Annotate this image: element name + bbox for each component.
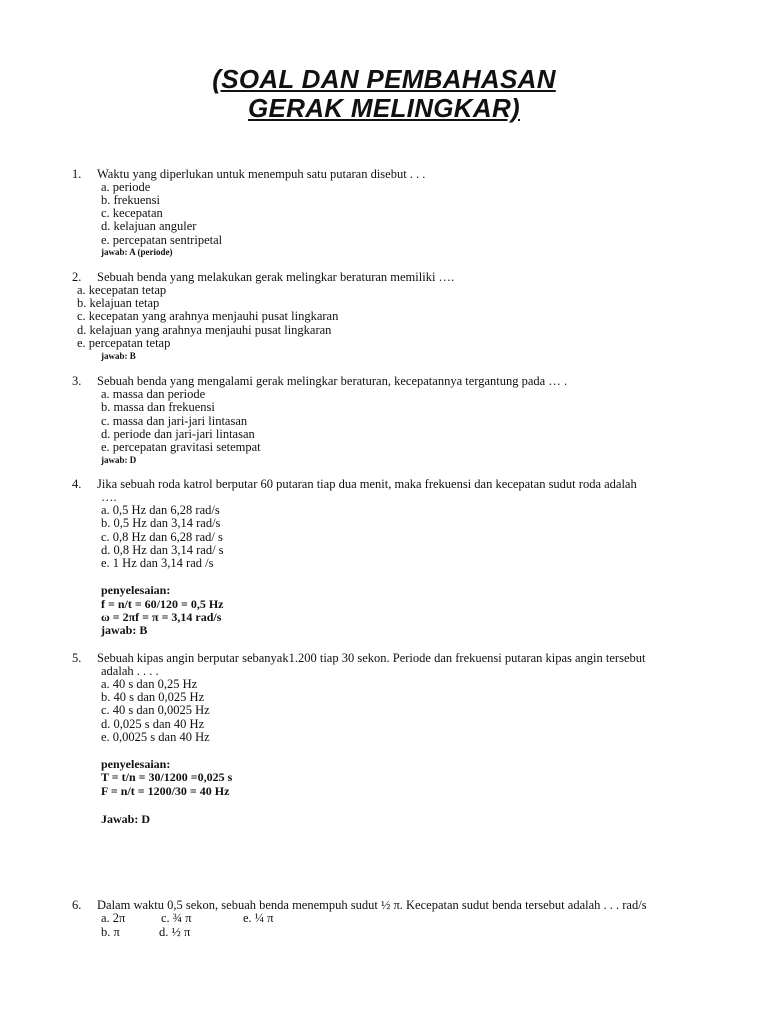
question-number: 5.	[72, 651, 82, 665]
answer: jawab: B	[101, 351, 136, 361]
question-text: Sebuah kipas angin berputar sebanyak1.200 tiap 30 sekon. Periode dan frekuensi putaran kipas angin tersebut	[97, 651, 646, 665]
question-number: 6.	[72, 898, 82, 912]
option: d. 0,8 Hz dan 3,14 rad/ s	[101, 543, 224, 557]
option: c. kecepatan yang arahnya menjauhi pusat lingkaran	[77, 309, 339, 323]
question-text: Sebuah benda yang melakukan gerak melingkar beraturan memiliki ….	[97, 270, 455, 284]
option: c. 0,8 Hz dan 6,28 rad/ s	[101, 530, 223, 544]
question-text: adalah . . . .	[101, 664, 159, 678]
solution-line: T = t/n = 30/1200 =0,025 s	[101, 770, 233, 784]
option: d. ½ π	[159, 925, 191, 939]
page-title-line-1: (SOAL DAN PEMBAHASAN	[212, 64, 556, 94]
solution-label: penyelesaian:	[101, 583, 171, 597]
solution-line: f = n/t = 60/120 = 0,5 Hz	[101, 597, 224, 611]
answer: Jawab: D	[101, 812, 151, 826]
question-text: Waktu yang diperlukan untuk menempuh satu putaran disebut . . .	[97, 167, 426, 181]
option: e. 1 Hz dan 3,14 rad /s	[101, 556, 214, 570]
option: c. kecepatan	[101, 206, 163, 220]
question-text: Jika sebuah roda katrol berputar 60 putaran tiap dua menit, maka frekuensi dan kecepatan sudut roda adalah	[97, 477, 637, 491]
solution-label: penyelesaian:	[101, 757, 171, 771]
option: b. 0,5 Hz dan 3,14 rad/s	[101, 516, 221, 530]
page-title-line-2: GERAK MELINGKAR)	[247, 93, 520, 123]
option: a. 40 s dan 0,25 Hz	[101, 677, 198, 691]
answer: jawab: D	[101, 455, 137, 465]
option: e. 0,0025 s dan 40 Hz	[101, 730, 210, 744]
option: a. periode	[101, 180, 151, 194]
option: d. periode dan jari-jari lintasan	[101, 427, 255, 441]
answer: jawab: B	[101, 623, 148, 637]
option: e. percepatan tetap	[77, 336, 171, 350]
option: c. 40 s dan 0,0025 Hz	[101, 703, 210, 717]
option: b. π	[101, 925, 120, 939]
question-text: Sebuah benda yang mengalami gerak melingkar beraturan, kecepatannya tergantung pada … .	[97, 374, 568, 388]
question-number: 2.	[72, 270, 82, 284]
option: d. kelajuan yang arahnya menjauhi pusat lingkaran	[77, 323, 332, 337]
question-text: ….	[101, 490, 117, 504]
option: b. kelajuan tetap	[77, 296, 160, 310]
option: a. kecepatan tetap	[77, 283, 167, 297]
question-number: 3.	[72, 374, 82, 388]
solution-line: F = n/t = 1200/30 = 40 Hz	[101, 784, 230, 798]
option: d. kelajuan anguler	[101, 219, 197, 233]
option: e. percepatan sentripetal	[101, 233, 223, 247]
option: e. ¼ π	[243, 911, 274, 925]
option: c. massa dan jari-jari lintasan	[101, 414, 248, 428]
answer: jawab: A (periode)	[101, 247, 173, 257]
option: d. 0,025 s dan 40 Hz	[101, 717, 205, 731]
option: a. massa dan periode	[101, 387, 206, 401]
question-text: Dalam waktu 0,5 sekon, sebuah benda menempuh sudut ½ π. Kecepatan sudut benda tersebut adalah . . . rad/s	[97, 898, 647, 912]
question-number: 1.	[72, 167, 82, 181]
option: c. ¾ π	[161, 911, 192, 925]
option: b. frekuensi	[101, 193, 161, 207]
option: e. percepatan gravitasi setempat	[101, 440, 261, 454]
solution-line: ω = 2πf = π = 3,14 rad/s	[101, 610, 222, 624]
question-number: 4.	[72, 477, 82, 491]
option: b. massa dan frekuensi	[101, 400, 215, 414]
option: b. 40 s dan 0,025 Hz	[101, 690, 205, 704]
option: a. 0,5 Hz dan 6,28 rad/s	[101, 503, 220, 517]
option: a. 2π	[101, 911, 126, 925]
